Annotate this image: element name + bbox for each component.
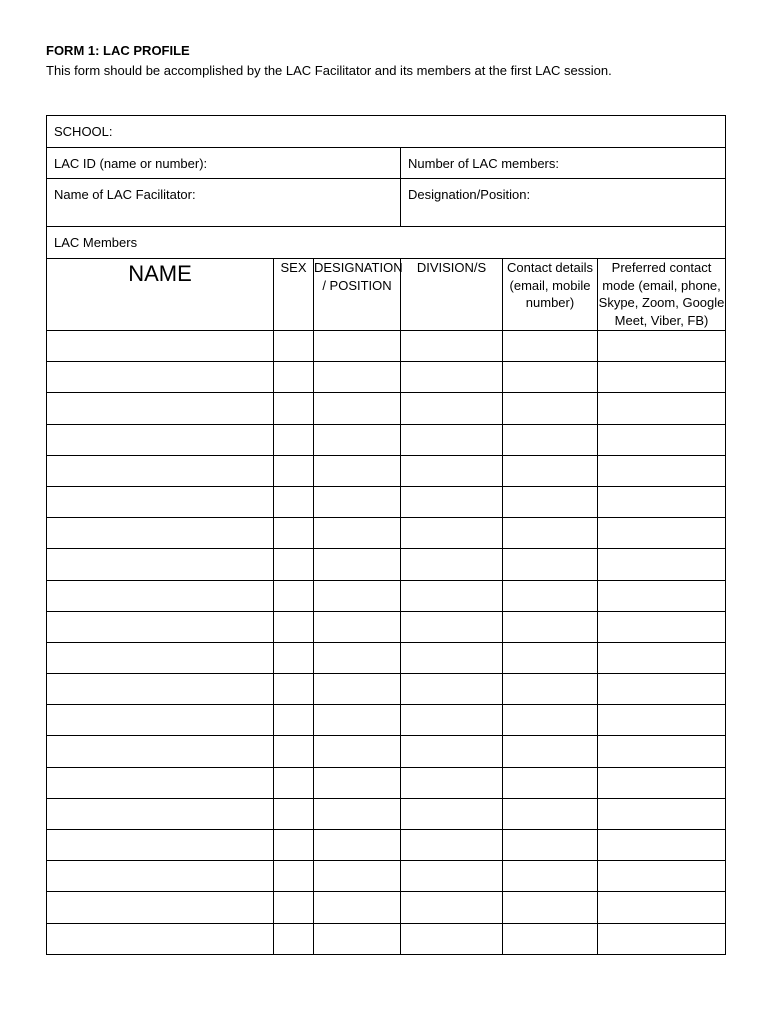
member-row (47, 362, 726, 393)
sex-cell[interactable] (274, 393, 314, 424)
contact-details-cell[interactable] (503, 642, 598, 673)
contact-details-cell[interactable] (503, 923, 598, 954)
sex-cell[interactable] (274, 642, 314, 673)
contact-details-cell[interactable] (503, 486, 598, 517)
division-cell[interactable] (401, 580, 503, 611)
contact-details-cell[interactable] (503, 736, 598, 767)
preferred-contact-cell[interactable] (598, 861, 726, 892)
preferred-contact-cell[interactable] (598, 424, 726, 455)
contact-details-cell[interactable] (503, 611, 598, 642)
sex-cell[interactable] (274, 861, 314, 892)
division-cell[interactable] (401, 861, 503, 892)
member-row (47, 674, 726, 705)
contact-details-cell[interactable] (503, 331, 598, 362)
member-row (47, 580, 726, 611)
sex-cell[interactable] (274, 611, 314, 642)
contact-details-cell[interactable] (503, 798, 598, 829)
division-cell[interactable] (401, 331, 503, 362)
name-cell[interactable] (47, 923, 274, 954)
preferred-contact-cell[interactable] (598, 549, 726, 580)
contact-details-cell[interactable] (503, 455, 598, 486)
member-row (47, 642, 726, 673)
designation-cell[interactable] (314, 393, 401, 424)
designation-cell[interactable] (314, 518, 401, 549)
lac-profile-table (46, 115, 726, 955)
name-cell[interactable] (47, 642, 274, 673)
sex-cell[interactable] (274, 331, 314, 362)
preferred-contact-cell[interactable] (598, 798, 726, 829)
form-title: FORM 1: LAC PROFILE (46, 43, 190, 58)
lac-members-section (47, 227, 726, 259)
designation-cell[interactable] (314, 705, 401, 736)
designation-cell[interactable] (314, 798, 401, 829)
division-cell[interactable] (401, 642, 503, 673)
division-cell[interactable] (401, 705, 503, 736)
member-row (47, 767, 726, 798)
division-cell[interactable] (401, 393, 503, 424)
preferred-contact-cell[interactable] (598, 830, 726, 861)
member-row (47, 331, 726, 362)
sex-cell[interactable] (274, 455, 314, 486)
division-cell[interactable] (401, 362, 503, 393)
preferred-contact-cell[interactable] (598, 923, 726, 954)
designation-cell[interactable] (314, 736, 401, 767)
division-cell[interactable] (401, 486, 503, 517)
sex-cell[interactable] (274, 923, 314, 954)
preferred-contact-cell[interactable] (598, 518, 726, 549)
sex-cell[interactable] (274, 892, 314, 923)
contact-details-cell[interactable] (503, 830, 598, 861)
contact-details-cell[interactable] (503, 674, 598, 705)
header-division: DIVISION/S (401, 259, 503, 331)
sex-cell[interactable] (274, 486, 314, 517)
facilitator-designation-field[interactable] (401, 179, 726, 227)
preferred-contact-cell[interactable] (598, 705, 726, 736)
preferred-contact-cell[interactable] (598, 455, 726, 486)
contact-details-cell[interactable] (503, 580, 598, 611)
member-row (47, 424, 726, 455)
name-cell[interactable] (47, 767, 274, 798)
preferred-contact-cell[interactable] (598, 362, 726, 393)
division-cell[interactable] (401, 923, 503, 954)
name-cell[interactable] (47, 362, 274, 393)
name-cell[interactable] (47, 455, 274, 486)
designation-cell[interactable] (314, 923, 401, 954)
header-contact-details: Contact details (email, mobile number) (503, 259, 598, 331)
facilitator-name-label: Name of LAC Facilitator: (54, 187, 196, 202)
member-row (47, 455, 726, 486)
name-cell[interactable] (47, 424, 274, 455)
sex-cell[interactable] (274, 830, 314, 861)
member-row (47, 923, 726, 954)
sex-cell[interactable] (274, 424, 314, 455)
designation-cell[interactable] (314, 767, 401, 798)
division-cell[interactable] (401, 892, 503, 923)
contact-details-cell[interactable] (503, 767, 598, 798)
contact-details-cell[interactable] (503, 424, 598, 455)
lac-id-field[interactable] (47, 148, 401, 179)
contact-details-cell[interactable] (503, 705, 598, 736)
form-instructions: This form should be accomplished by the LAC Facilitator and its members at the first LAC session. (46, 63, 612, 78)
designation-cell[interactable] (314, 674, 401, 705)
designation-cell[interactable] (314, 486, 401, 517)
school-field[interactable] (47, 116, 726, 148)
sex-cell[interactable] (274, 736, 314, 767)
sex-cell[interactable] (274, 767, 314, 798)
designation-cell[interactable] (314, 549, 401, 580)
member-row (47, 705, 726, 736)
header-sex: SEX (274, 259, 314, 331)
member-row (47, 798, 726, 829)
preferred-contact-cell[interactable] (598, 486, 726, 517)
division-cell[interactable] (401, 455, 503, 486)
contact-details-cell[interactable] (503, 549, 598, 580)
header-name: NAME (47, 259, 274, 331)
sex-cell[interactable] (274, 362, 314, 393)
designation-cell[interactable] (314, 892, 401, 923)
preferred-contact-cell[interactable] (598, 674, 726, 705)
sex-cell[interactable] (274, 549, 314, 580)
name-cell[interactable] (47, 674, 274, 705)
facilitator-name-field[interactable] (47, 179, 401, 227)
designation-cell[interactable] (314, 424, 401, 455)
preferred-contact-cell[interactable] (598, 642, 726, 673)
name-cell[interactable] (47, 798, 274, 829)
division-cell[interactable] (401, 674, 503, 705)
name-cell[interactable] (47, 518, 274, 549)
name-cell[interactable] (47, 393, 274, 424)
designation-cell[interactable] (314, 362, 401, 393)
division-cell[interactable] (401, 611, 503, 642)
members-header-row (47, 259, 726, 331)
lac-members-label: LAC Members (54, 235, 138, 250)
designation-cell[interactable] (314, 455, 401, 486)
designation-cell[interactable] (314, 861, 401, 892)
designation-cell[interactable] (314, 642, 401, 673)
sex-cell[interactable] (274, 674, 314, 705)
contact-details-cell[interactable] (503, 892, 598, 923)
member-row (47, 892, 726, 923)
sex-cell[interactable] (274, 705, 314, 736)
name-cell[interactable] (47, 331, 274, 362)
member-row (47, 486, 726, 517)
members-count-field[interactable] (401, 148, 726, 179)
contact-details-cell[interactable] (503, 861, 598, 892)
preferred-contact-cell[interactable] (598, 580, 726, 611)
member-row (47, 830, 726, 861)
designation-cell[interactable] (314, 580, 401, 611)
preferred-contact-cell[interactable] (598, 767, 726, 798)
member-row (47, 549, 726, 580)
division-cell[interactable] (401, 424, 503, 455)
name-cell[interactable] (47, 486, 274, 517)
member-row (47, 518, 726, 549)
name-cell[interactable] (47, 861, 274, 892)
designation-cell[interactable] (314, 611, 401, 642)
division-cell[interactable] (401, 830, 503, 861)
name-cell[interactable] (47, 611, 274, 642)
member-row (47, 736, 726, 767)
name-cell[interactable] (47, 705, 274, 736)
preferred-contact-cell[interactable] (598, 892, 726, 923)
member-row (47, 393, 726, 424)
preferred-contact-cell[interactable] (598, 331, 726, 362)
contact-details-cell[interactable] (503, 362, 598, 393)
header-preferred-contact: Preferred contact mode (email, phone, Skype, Zoom, Google Meet, Viber, FB) (598, 259, 726, 331)
division-cell[interactable] (401, 798, 503, 829)
division-cell[interactable] (401, 549, 503, 580)
members-count-label: Number of LAC members: (408, 156, 559, 171)
member-row (47, 861, 726, 892)
name-cell[interactable] (47, 549, 274, 580)
designation-cell[interactable] (314, 830, 401, 861)
contact-details-cell[interactable] (503, 393, 598, 424)
preferred-contact-cell[interactable] (598, 611, 726, 642)
sex-cell[interactable] (274, 798, 314, 829)
name-cell[interactable] (47, 892, 274, 923)
division-cell[interactable] (401, 736, 503, 767)
division-cell[interactable] (401, 767, 503, 798)
sex-cell[interactable] (274, 580, 314, 611)
school-label: SCHOOL: (54, 124, 113, 139)
header-designation: DESIGNATION / POSITION (314, 259, 401, 331)
sex-cell[interactable] (274, 518, 314, 549)
preferred-contact-cell[interactable] (598, 393, 726, 424)
preferred-contact-cell[interactable] (598, 736, 726, 767)
division-cell[interactable] (401, 518, 503, 549)
name-cell[interactable] (47, 830, 274, 861)
designation-label: Designation/Position: (408, 187, 531, 202)
name-cell[interactable] (47, 580, 274, 611)
contact-details-cell[interactable] (503, 518, 598, 549)
lac-id-label: LAC ID (name or number): (54, 156, 208, 171)
member-row (47, 611, 726, 642)
name-cell[interactable] (47, 736, 274, 767)
designation-cell[interactable] (314, 331, 401, 362)
